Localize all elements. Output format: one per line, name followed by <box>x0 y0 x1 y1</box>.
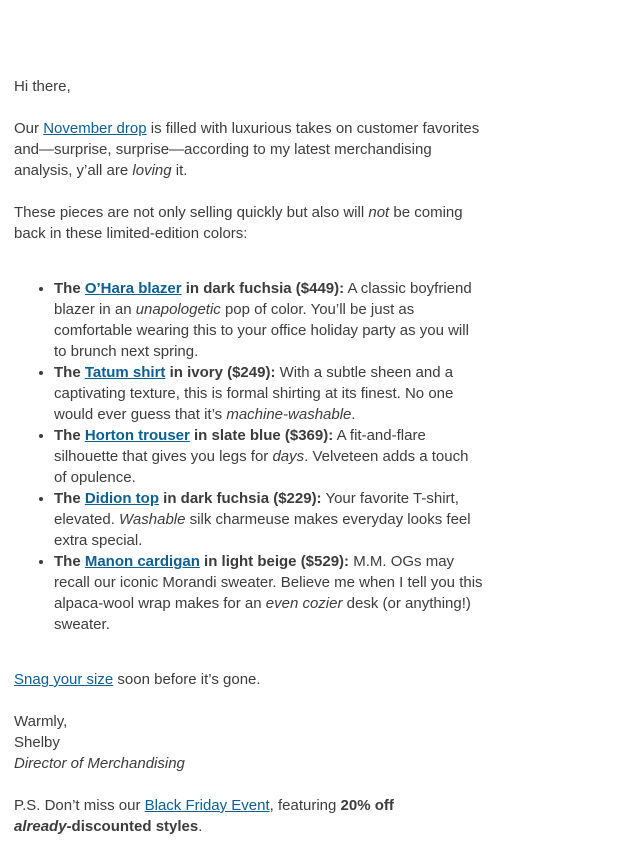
product-emphasis: even cozier <box>265 595 343 612</box>
product-the: The <box>54 553 85 570</box>
manon-cardigan-link[interactable]: Manon cardigan <box>84 553 200 570</box>
intro-prefix: Our <box>14 120 44 137</box>
limited-colors-paragraph <box>14 202 484 244</box>
snag-your-size-link[interactable]: Snag your size <box>14 671 114 688</box>
ps-discounted-styles: -discounted styles <box>66 818 199 835</box>
product-emphasis: Washable <box>119 511 186 528</box>
intro-text: is filled with luxurious takes on customer favorites and—surprise, surprise—according to my latest merchandising analysis, y’all are <box>14 120 480 179</box>
product-the: The <box>54 427 85 444</box>
product-emphasis: days <box>272 448 305 465</box>
product-color-price: in light beige ($529): <box>199 553 350 570</box>
list-item <box>54 425 484 488</box>
list-item <box>54 488 484 551</box>
closing: Warmly, <box>14 713 68 730</box>
product-the: The <box>54 490 85 507</box>
product-heading <box>54 427 333 444</box>
ps-already: already <box>14 818 67 835</box>
ps-bold-tail <box>14 818 198 835</box>
product-description-end: desk (or anything!) sweater. <box>54 595 471 633</box>
black-friday-event-link[interactable]: Black Friday Event <box>144 797 270 814</box>
product-color-price: in dark fuchsia ($229): <box>159 490 322 507</box>
product-list <box>14 278 484 635</box>
product-heading <box>54 280 344 297</box>
product-color-price: in dark fuchsia ($449): <box>181 280 345 297</box>
list-item <box>54 551 484 635</box>
ps-mid: , featuring <box>269 797 341 814</box>
limited-emphasis: not <box>368 204 390 221</box>
limited-text-end: be coming back in these limited-edition colors: <box>14 204 463 242</box>
product-heading <box>54 364 275 381</box>
product-description: M.M. OGs may recall our iconic Morandi sweater. Believe me when I tell you this alpaca-wool wrap makes for an <box>54 553 483 612</box>
list-item <box>54 278 484 362</box>
ps-discount: 20% off <box>340 797 394 814</box>
product-heading <box>54 553 349 570</box>
intro-text-end: it. <box>171 162 188 179</box>
intro-paragraph <box>14 118 484 181</box>
ps-end: . <box>198 818 203 835</box>
cta-text: soon before it’s gone. <box>113 671 261 688</box>
sender-name: Shelby <box>14 734 60 751</box>
product-description-end: pop of color. You’ll be just as comfortable wearing this to your office holiday party as you will to brunch next spring. <box>54 301 469 360</box>
product-description: A fit-and-flare silhouette that gives you legs for <box>54 427 426 465</box>
list-item <box>54 362 484 425</box>
product-color-price: in ivory ($249): <box>165 364 276 381</box>
greeting: Hi there, <box>14 78 71 95</box>
product-the: The <box>54 280 85 297</box>
product-description-end: silk charmeuse makes everyday looks feel extra special. <box>54 511 471 549</box>
tatum-shirt-link[interactable]: Tatum shirt <box>84 364 166 381</box>
didion-top-link[interactable]: Didion top <box>84 490 159 507</box>
product-emphasis: machine-washable <box>226 406 352 423</box>
signoff <box>14 711 484 774</box>
sender-title: Director of Merchandising <box>14 755 185 772</box>
product-description: A classic boyfriend blazer in an <box>54 280 472 318</box>
intro-emphasis: loving <box>132 162 172 179</box>
product-heading <box>54 490 322 507</box>
product-description-end: . Velveteen adds a touch of opulence. <box>54 448 469 486</box>
product-description-end: . <box>351 406 356 423</box>
november-drop-link[interactable]: November drop <box>43 120 147 137</box>
ps-prefix: P.S. Don’t miss our <box>14 797 145 814</box>
product-color-price: in slate blue ($369): <box>189 427 334 444</box>
ohara-blazer-link[interactable]: O’Hara blazer <box>84 280 182 297</box>
horton-trouser-link[interactable]: Horton trouser <box>84 427 190 444</box>
ps-paragraph <box>14 795 484 837</box>
cta-paragraph <box>14 669 484 690</box>
email-body <box>14 76 484 837</box>
product-description: Your favorite T-shirt, elevated. <box>54 490 459 528</box>
product-description: With a subtle sheen and a captivating texture, this is formal shirting at its finest. No one would ever guess that it’s <box>54 364 454 423</box>
product-emphasis: unapologetic <box>135 301 221 318</box>
limited-text: These pieces are not only selling quickly but also will <box>14 204 369 221</box>
product-the: The <box>54 364 85 381</box>
